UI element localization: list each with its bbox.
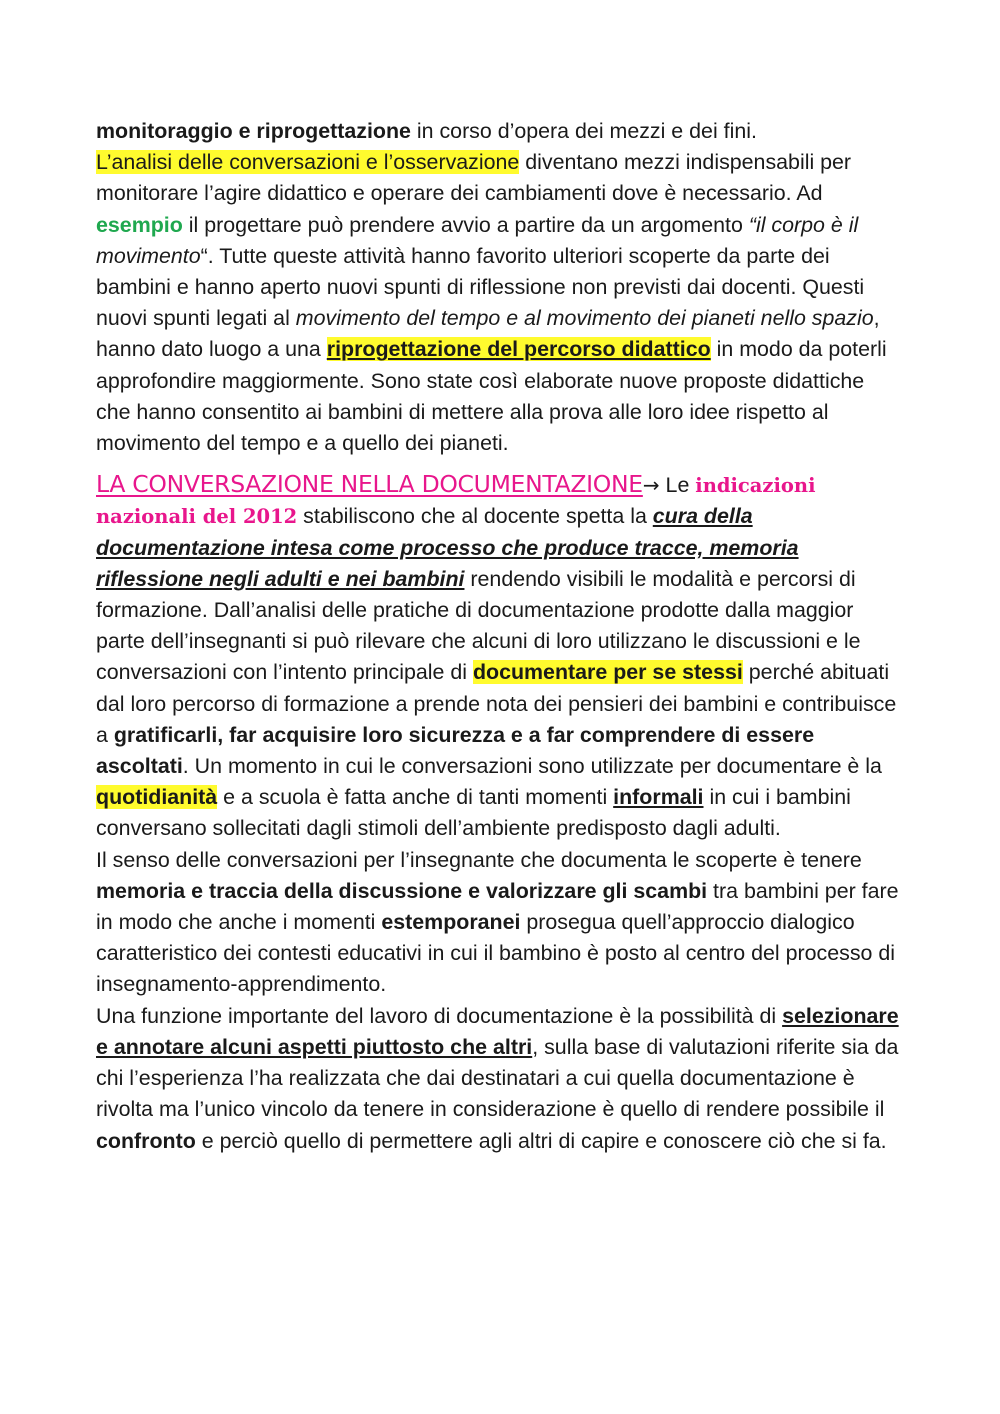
arrow-icon: →	[642, 473, 660, 498]
text-run: e a scuola è fatta anche di tanti momenti	[217, 785, 614, 810]
paragraph-monitoraggio	[96, 116, 904, 459]
italic-phrase: movimento del tempo e al movimento dei pianeti nello spazio	[295, 306, 874, 331]
text-run: “. Tutte queste attività hanno favorito ulteriori scoperte da parte dei bambini e hanno aperto nuovi spunti di riflessione non previsti dai docenti. Questi nuovi spunti legati al	[96, 243, 865, 331]
italic-phrase: cura della documentazione intesa come processo che produce tracce, memoria riflessione negli adulti e nei bambini	[96, 504, 799, 591]
bold-phrase: estemporanei	[381, 910, 521, 935]
underlined-phrase: informali	[613, 785, 704, 810]
text-run: Una funzione importante del lavoro di documentazione è la possibilità di	[96, 1003, 783, 1028]
text-run: Il senso delle conversazioni per l’insegnante che documenta le scoperte è tenere	[96, 847, 862, 872]
text-run: stabiliscono che al docente spetta la	[297, 504, 653, 529]
document-page	[96, 116, 904, 1157]
text-run: . Un momento in cui le conversazioni sono utilizzate per documentare è la	[182, 754, 882, 779]
paragraph-senso	[96, 845, 904, 1001]
text-run: diventano mezzi indispensabili per monitorare l’agire didattico e operare dei cambiamenti dove è necessario. Ad	[96, 150, 852, 206]
text-run: in corso d’opera dei mezzi e dei fini.	[410, 119, 757, 143]
underlined-phrase: selezionare e annotare alcuni aspetti piuttosto che altri	[96, 1003, 899, 1059]
bold-phrase: gratificarli, far acquisire loro sicurezza e a far comprendere di essere ascoltati	[96, 722, 815, 779]
highlighted-underlined-phrase: riprogettazione del percorso didattico	[326, 337, 711, 362]
paragraph-funzione	[96, 1001, 904, 1157]
text-run: in cui i bambini conversano sollecitati dagli stimoli dell’ambiente predisposto dagli adulti.	[96, 785, 851, 841]
italic-phrase: “il corpo è il movimento	[96, 212, 859, 268]
bold-phrase: memoria e traccia della discussione e valorizzare gli scambi	[96, 878, 708, 903]
highlighted-phrase: L’analisi delle conversazioni e l’osservazione	[96, 150, 520, 175]
text-run: tra bambini per fare in modo che anche i momenti	[96, 878, 899, 935]
paragraph-gap	[96, 459, 904, 469]
bold-phrase: monitoraggio e riprogettazione	[96, 119, 411, 143]
text-run: prosegua quell’approccio dialogico caratteristico dei contesti educativi in cui il bambino è posto al centro del processo di insegnamento-apprendimento.	[96, 910, 896, 997]
text-run: Le	[659, 473, 696, 498]
green-keyword: esempio	[96, 212, 183, 237]
bold-phrase: confronto	[96, 1128, 196, 1153]
highlighted-phrase: documentare per se stessi	[472, 660, 743, 685]
highlighted-phrase: quotidianità	[96, 785, 218, 810]
text-run: perché abituati dal loro percorso di formazione a prende nota dei pensieri dei bambini e contribuisce a	[96, 660, 897, 747]
text-run: , sulla base di valutazioni riferite sia da chi l’esperienza l’ha realizzata che dai destinatari a cui quella documentazione è rivolta ma l’unico vincolo da tenere in considerazione è quello di rendere possibile il	[96, 1034, 899, 1122]
section-heading: LA CONVERSAZIONE NELLA DOCUMENTAZIONE	[96, 470, 643, 499]
text-run: , hanno dato luogo a una	[96, 306, 880, 362]
text-run: il progettare può prendere avvio a partire da un argomento	[182, 212, 749, 237]
text-run: e perciò quello di permettere agli altri di capire e conoscere ciò che si fa.	[195, 1128, 887, 1153]
text-run: rendendo visibili le modalità e percorsi di formazione. Dall’analisi delle pratiche di documentazione prodotte dalla maggior parte dell’insegnanti si può rilevare che alcuni di loro utilizzano le discussioni e le conversazioni con l’intento principale di	[96, 566, 861, 685]
text-run: in modo da poterli approfondire maggiormente. Sono state così elaborate nuove proposte didattiche che hanno consentito ai bambini di mettere alla prova alle loro idee rispetto al movimento del tempo e a quello dei pianeti.	[96, 337, 887, 456]
paragraph-documentazione	[96, 469, 904, 844]
pink-reference: indicazioni nazionali del 2012	[96, 474, 816, 529]
